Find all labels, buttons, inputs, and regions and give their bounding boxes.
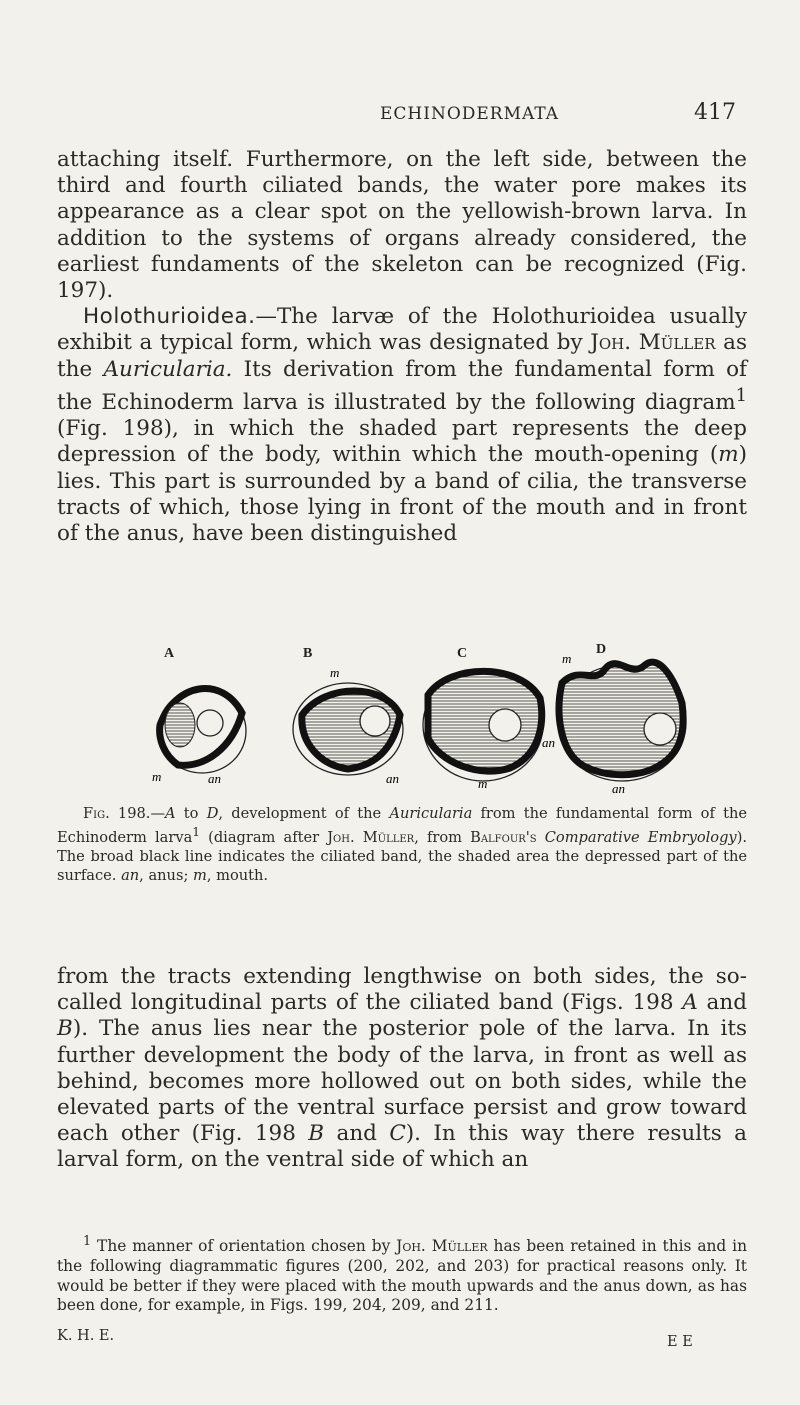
paragraph-1 [57,147,747,547]
paragraph-2 [57,964,747,1174]
footnote-text-a: The manner of orientation chosen by [91,1237,397,1256]
para2-fig-a: A [682,990,698,1016]
para2-text-d: and [324,1121,390,1147]
running-head [0,100,800,130]
caption-author-1: Joh. Müller [327,829,415,847]
para1-text-d: Its derivation from the fundamental form of the Echinoderm larva is illustrated by the following diagram [57,356,748,415]
caption-author-2: Balfour's [470,829,537,847]
panel-a-larva [152,689,246,786]
panel-c-larva [423,669,555,791]
author-name: Joh. Müller [590,330,716,356]
para1-text-f: ) lies. This part is surrounded by a band of cilia, the transverse tracts of which, those lying in front of the mouth and in front of the anus, have been distinguished [57,442,747,546]
signature-initials: K. H. E. [57,1328,115,1344]
caption-m: m [193,867,207,885]
label-m: m [718,442,739,468]
caption-text-d: from the fundamental form of the Echinoderm larva [57,805,747,847]
caption-text-h: ). The broad black line indicates the ciliated band, the shaded area the depressed part of the surface. [57,829,748,885]
panel-label-b: B [303,646,313,661]
running-title: ECHINODERMATA [380,104,560,124]
anus-label-c: an [542,735,555,750]
panel-label-c: C [457,646,468,661]
para2-fig-c: C [389,1121,406,1147]
panel-b-larva [293,665,403,786]
caption-space [537,829,545,846]
anus-label-b: an [386,771,399,786]
mouth-label-b: m [330,665,340,680]
panel-label-a: A [164,646,175,661]
para2-text-b: and [697,990,747,1016]
footnote [57,1232,747,1316]
footnote-author: Joh. Müller [396,1237,488,1256]
caption-text-e: (diagram after [200,829,328,847]
para1-text-a: attaching itself. Furthermore, on the left side, between the third and fourth ciliated bands, the water pore makes its appearance as a clear spot on the yellowish-brown larva. In addition to the systems of organs already considered, the earliest fundaments of the skeleton can be recognized (Fig. 197). [57,147,747,304]
para2-text-e: ). In this way there results a larval form, on the ventral side of which an [57,1121,747,1173]
anus-label-d: an [612,781,625,795]
caption-text-f: , from [414,829,471,847]
caption-fig-number: Fig. 198. [83,805,151,822]
para1-text-c: as the [57,330,747,382]
caption-text-j: , mouth. [206,867,269,885]
para2-fig-b: B [57,1016,73,1042]
footnote-ref: 1 [735,384,747,406]
caption-book: Comparative Embryology [544,829,737,847]
caption-to: to [175,805,207,822]
mouth-label-d: m [562,651,572,666]
panel-d-larva [558,651,686,795]
para1-text-e: (Fig. 198), in which the shaded part represents the deep depression of the body, within which the mouth-opening ( [57,416,747,468]
term-auricularia: Auricularia. [103,356,233,382]
auricularia-diagram [150,643,695,795]
caption-d: D [206,805,219,822]
page-number: 417 [694,100,736,125]
para2-text-c: ). The anus lies near the posterior pole of the larva. In its further development the body of the larva, in front as well as behind, becomes more hollowed out on both sides, while the elevated parts of the ventral surface persist and grow toward each other (Fig. 198 [57,1016,747,1147]
anus-label-a: an [208,771,221,786]
panel-label-d: D [596,643,607,657]
figure-caption [57,804,747,886]
caption-term: Auricularia [389,805,473,822]
caption-an: an [121,867,140,885]
section-heading: Holothurioidea. [83,304,256,330]
footnote-number: 1 [83,1234,92,1249]
caption-a: A [165,805,176,822]
para1-text-b: —The larvæ of the Holothurioidea usually exhibit a typical form, which was designated by [57,304,747,356]
caption-dash: — [150,805,166,822]
signature-line [57,1328,747,1348]
figure-198 [150,643,695,795]
footnote-text-b: has been retained in this and in the following diagrammatic figures (200, 202, and 203) for practical reasons only. It would be better if they were placed with the mouth upwards and the anus down, as has been done, for example, in Figs. 199, 204, 209, and 211. [57,1237,747,1315]
para2-text-a: from the tracts extending lengthwise on both sides, the so-called longitudinal parts of the ciliated band (Figs. 198 [57,964,747,1016]
mouth-label-a: m [152,769,162,784]
para2-fig-b2: B [308,1121,325,1147]
caption-text-i: , anus; [139,867,193,885]
caption-footnote-ref: 1 [192,825,201,840]
caption-text-c: , development of the [218,805,390,822]
signature-mark: E E [667,1334,693,1350]
mouth-label-c: m [478,776,488,791]
